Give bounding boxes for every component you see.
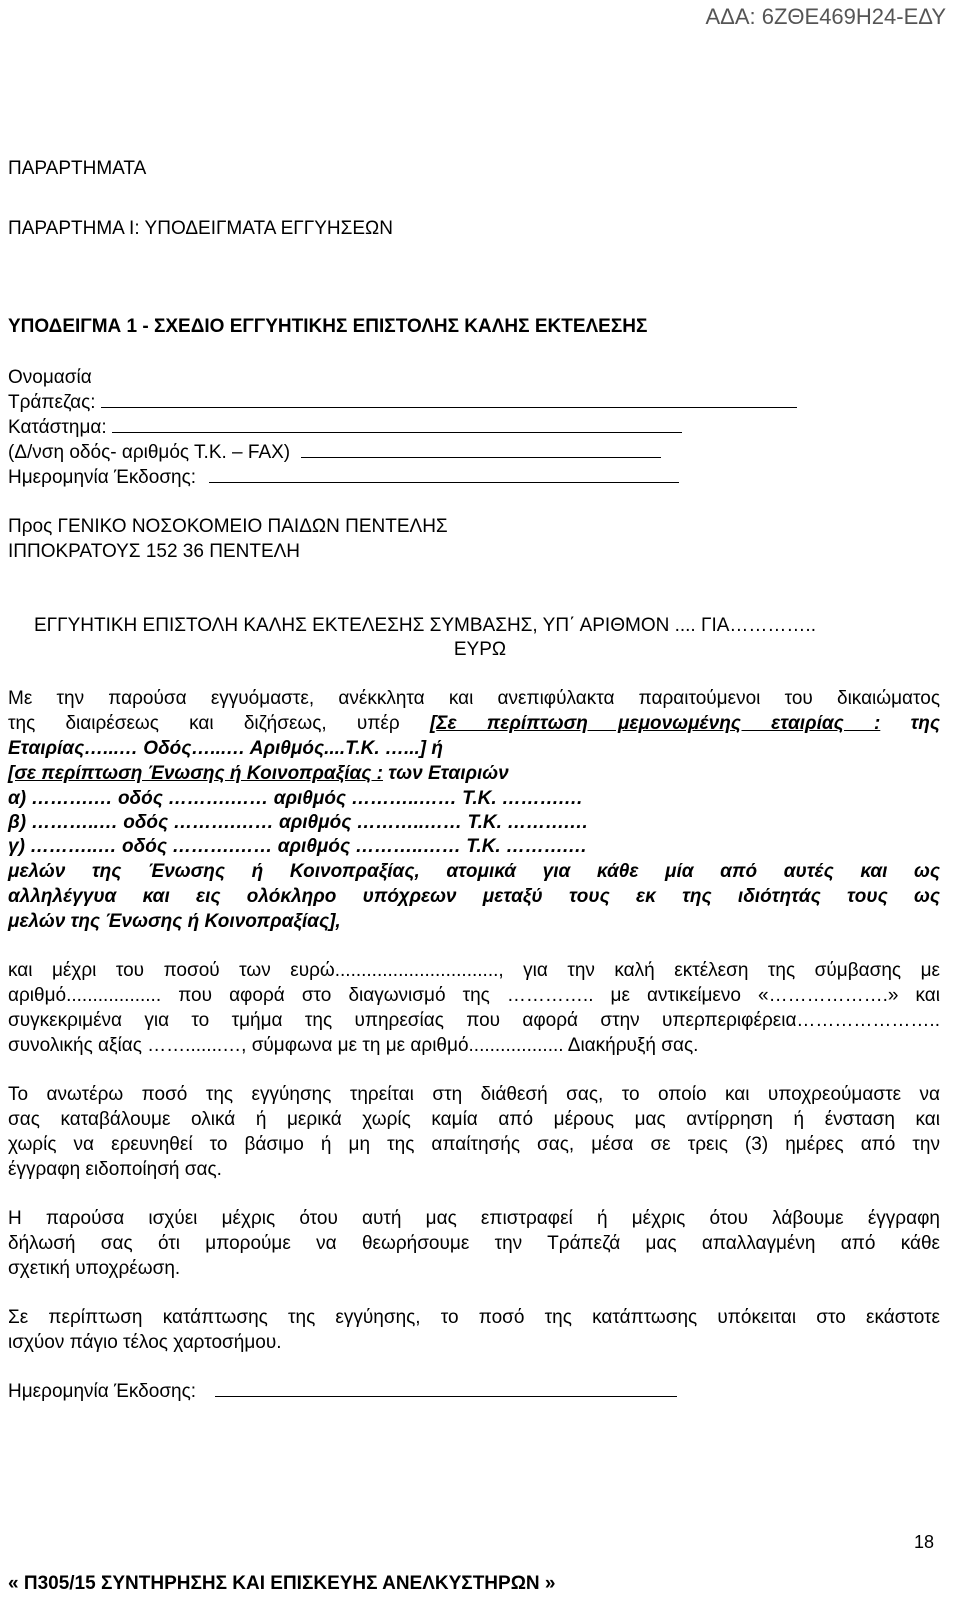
para5-line-1: Σε περίπτωση κατάπτωσης της εγγύησης, το ποσό της κατάπτωσης υπόκειται στο εκάστοτε [8,1307,940,1328]
para1-line-2-end: της [880,713,941,734]
issue-date-blank-line [209,481,679,483]
address-label-row [8,442,661,464]
address-label: (Δ/νση οδός- αριθμός Τ.Κ. – FAX) [8,442,291,463]
recipient-line-1: Προς ΓΕΝΙΚΟ ΝΟΣΟΚΟΜΕΙΟ ΠΑΙΔΩΝ ΠΕΝΤΕΛΗΣ [8,516,448,537]
letter-title-line-2: ΕΥΡΩ [453,639,507,660]
letter-title-line-1: ΕΓΓΥΗΤΙΚΗ ΕΠΙΣΤΟΛΗ ΚΑΛΗΣ ΕΚΤΕΛΕΣΗΣ ΣΥΜΒΑΣΗΣ, ΥΠ΄ ΑΡΙΘΜΟΝ .... ΓΙΑ………….. [34,615,816,636]
issue-date-row [8,467,679,489]
para1-line-4 [8,763,940,785]
branch-label: Κατάστημα: [8,417,107,438]
para5-line-2: ισχύον πάγιο τέλος χαρτοσήμου. [8,1332,282,1353]
member-c-line: γ) ………..… οδός ……….…… αριθμός ………..…… Τ.Κ. ……….… [8,836,588,857]
para1-line-2-bracket: [ [429,713,437,734]
para4-line-2: δήλωσή σας ότι μπορούμε να θεωρήσουμε την Τράπεζά μας απαλλαγμένη από κάθε [8,1233,940,1254]
para3-line-4: έγγραφη ειδοποίησή σας. [8,1159,222,1180]
closing-issue-date-row [8,1381,677,1403]
para1-line-4-consortium: [σε περίπτωση Ένωσης ή Κοινοπραξίας : [8,763,383,784]
para3-line-1: Το ανωτέρω ποσό της εγγύησης τηρείται στη διάθεσή σας, το οποίο και υποχρεούμαστε να [8,1084,940,1105]
para1-line-2-single-company: Σε περίπτωση μεμονωμένης εταιρίας : [436,713,881,734]
para4-line-1: Η παρούσα ισχύει μέχρις ότου αυτή μας επιστραφεί ή μέχρις ότου λάβουμε έγγραφη [8,1208,940,1229]
para3-line-2: σας καταβάλουμε ολικά ή μερικά χωρίς καμία από μέρους μας αντίρρηση ή ένσταση και [8,1109,940,1130]
ada-code: ΑΔΑ: 6ΖΘΕ469Η24-ΕΔΥ [705,4,946,29]
bank-label-row [8,392,797,414]
branch-label-row [8,417,682,439]
model1-heading: ΥΠΟΔΕΙΓΜΑ 1 - ΣΧΕΔΙΟ ΕΓΓΥΗΤΙΚΗΣ ΕΠΙΣΤΟΛΗΣ ΚΑΛΗΣ ΕΚΤΕΛΕΣΗΣ [8,316,648,337]
closing-issue-date-line [215,1395,677,1397]
para1-line-9: αλληλέγγυα και εις ολόκληρο υπόχρεων μεταξύ τους εκ της ιδιότητάς τους ως [8,886,940,907]
annex1-heading: ΠΑΡΑΡΤΗΜΑ Ι: ΥΠΟΔΕΙΓΜΑΤΑ ΕΓΓΥΗΣΕΩΝ [8,218,393,239]
issue-date-label: Ημερομηνία Έκδοσης: [8,467,197,488]
para1-line-4-rest: των Εταιριών [382,763,509,784]
para2-line-4: συνολικής αξίας …….......…, σύμφωνα με τη με αριθμό.................. Διακήρυξή σας. [8,1035,699,1056]
closing-issue-date-label: Ημερομηνία Έκδοσης: [8,1381,197,1402]
branch-blank-line [112,431,682,433]
para1-line-1: Με την παρούσα εγγυόμαστε, ανέκκλητα και ανεπιφύλακτα παραιτούμενοι του δικαιώματος [8,688,940,709]
para3-line-3: χωρίς να ερευνηθεί το βάσιμο ή μη της απαίτησής σας, μέσα σε τρεις (3) ημέρες από την [8,1134,940,1155]
bank-label: Τράπεζας: [8,392,96,413]
member-a-line: α) ……….… οδός ……….…… αριθμός ………..…… Τ.Κ. ……….… [8,788,584,809]
para2-line-1: και μέχρι του ποσού των ευρώ..............................., για την καλή εκτέλεση της σύμβασης με [8,960,940,981]
recipient-line-2: ΙΠΠΟΚΡΑΤΟΥΣ 152 36 ΠΕΝΤΕΛΗ [8,541,301,562]
bank-blank-line [101,406,797,408]
page-number: 18 [913,1532,934,1552]
para4-line-3: σχετική υποχρέωση. [8,1258,181,1279]
para1-line-2-text: της διαιρέσεως και διζήσεως, υπέρ [8,713,430,734]
para2-line-3: συγκεκριμένα για το τμήμα της υπηρεσίας που αφορά στην υπερπεριφέρεια………………….. [8,1010,940,1031]
member-b-line: β) ………..… οδός ……….…… αριθμός ………..…… Τ.Κ. ……….… [8,812,589,833]
address-blank-line [301,456,661,458]
footer-project-title: « Π305/15 ΣΥΝΤΗΡΗΣΗΣ ΚΑΙ ΕΠΙΣΚΕΥΗΣ ΑΝΕΛΚΥΣΤΗΡΩΝ » [8,1573,556,1594]
bank-name-label: Ονομασία [8,367,92,388]
para2-line-2: αριθμό.................. που αφορά στο διαγωνισμό της ………….. με αντικείμενο «……………….» και [8,985,940,1006]
annexes-heading: ΠΑΡΑΡΤΗΜΑΤΑ [8,158,147,179]
para1-line-3: Εταιρίας…...… Οδός…...… Αριθμός....Τ.Κ. …...] ή [8,738,443,759]
para1-line-10: μελών της Ένωσης ή Κοινοπραξίας], [8,911,341,932]
para1-line-8: μελών της Ένωσης ή Κοινοπραξίας, ατομικά για κάθε μία από αυτές και ως [8,861,940,882]
para1-line-2 [8,713,940,735]
